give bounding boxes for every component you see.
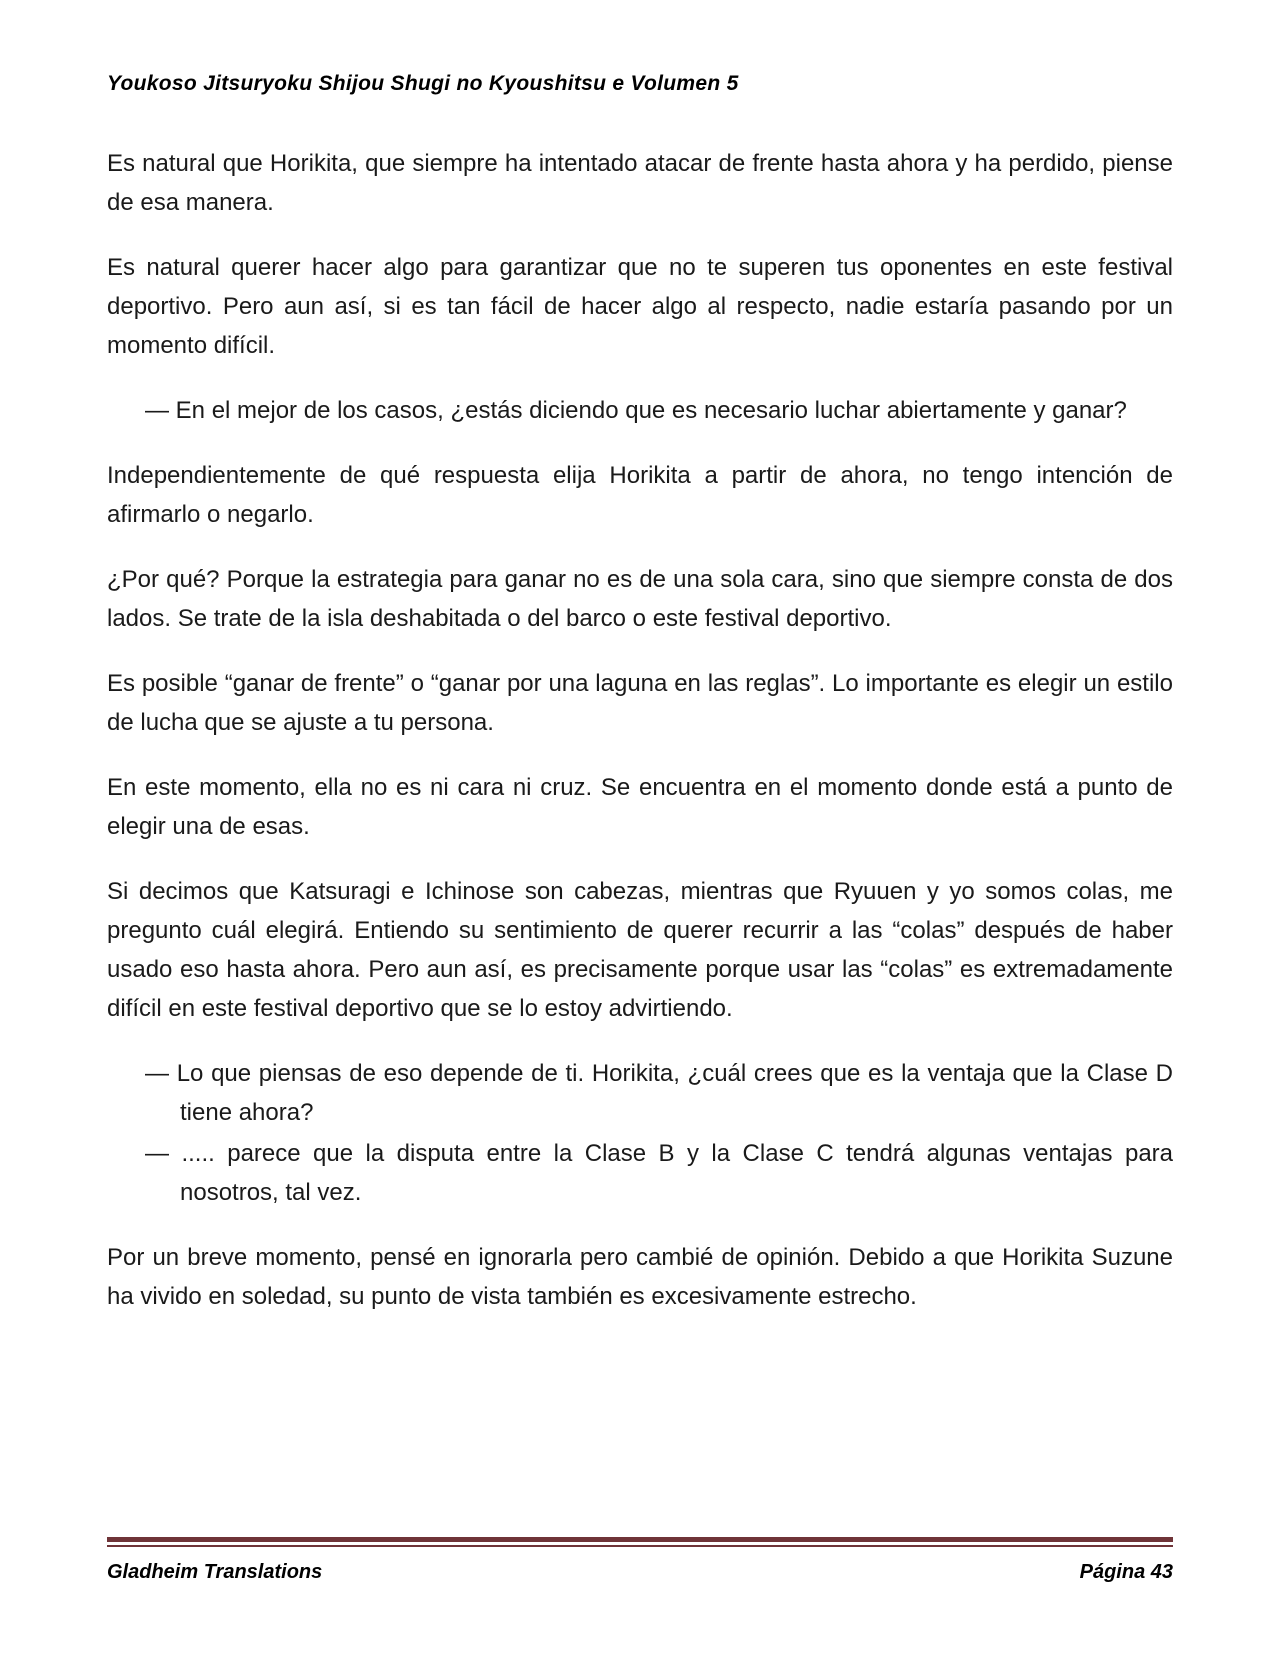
paragraph: Si decimos que Katsuragi e Ichinose son cabezas, mientras que Ryuuen y yo somos colas, me pregunto cuál elegirá. Entiendo su sentimiento de querer recurrir a las “colas” después de haber usado eso hasta ahora. Pero aun así, es precisamente porque usar las “colas” es extremadamente difícil en este festival deportivo que se lo estoy advirtiendo.: [107, 878, 1173, 1022]
dialogue-line: — Lo que piensas de eso depende de ti. Horikita, ¿cuál crees que es la ventaja que la Clase D tiene ahora?: [145, 1060, 1173, 1126]
footer-page-number: Página 43: [1079, 1561, 1173, 1583]
paragraph: Es natural querer hacer algo para garantizar que no te superen tus oponentes en este festival deportivo. Pero aun así, si es tan fácil de hacer algo al respecto, nadie estaría pasando por un momento difícil.: [107, 254, 1173, 359]
page-footer: [107, 1537, 1173, 1584]
page-body: [107, 144, 1173, 1316]
paragraph: En este momento, ella no es ni cara ni cruz. Se encuentra en el momento donde está a punto de elegir una de esas.: [107, 774, 1173, 840]
paragraph: ¿Por qué? Porque la estrategia para ganar no es de una sola cara, sino que siempre consta de dos lados. Se trate de la isla deshabitada o del barco o este festival deportivo.: [107, 566, 1173, 632]
paragraph: Independientemente de qué respuesta elija Horikita a partir de ahora, no tengo intención de afirmarlo o negarlo.: [107, 462, 1173, 528]
footer-translator-credit: Gladheim Translations: [107, 1561, 323, 1583]
dialogue-line: — En el mejor de los casos, ¿estás diciendo que es necesario luchar abiertamente y ganar?: [145, 397, 1127, 424]
paragraph: Es posible “ganar de frente” o “ganar por una laguna en las reglas”. Lo importante es elegir un estilo de lucha que se ajuste a tu persona.: [107, 670, 1173, 736]
dialogue-line: — ..... parece que la disputa entre la Clase B y la Clase C tendrá algunas ventajas para nosotros, tal vez.: [145, 1140, 1173, 1206]
footer-rule: [107, 1537, 1173, 1547]
paragraph: Por un breve momento, pensé en ignorarla pero cambié de opinión. Debido a que Horikita Suzune ha vivido en soledad, su punto de vista también es excesivamente estrecho.: [107, 1244, 1173, 1310]
paragraph: Es natural que Horikita, que siempre ha intentado atacar de frente hasta ahora y ha perdido, piense de esa manera.: [107, 150, 1173, 216]
page-header-title: Youkoso Jitsuryoku Shijou Shugi no Kyoushitsu e Volumen 5: [107, 72, 739, 95]
